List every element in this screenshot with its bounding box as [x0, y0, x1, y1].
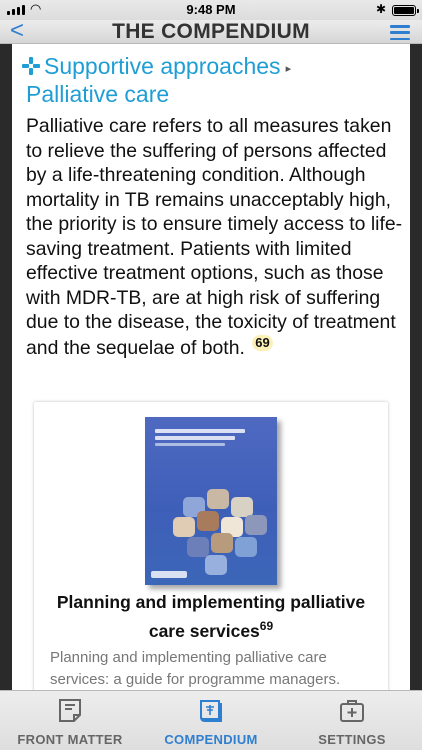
tab-front-matter[interactable] — [0, 691, 140, 750]
battery-icon — [392, 5, 416, 16]
tab-label: FRONT MATTER — [17, 732, 123, 747]
back-button[interactable]: < — [10, 17, 25, 44]
tab-bar — [0, 690, 422, 750]
section-title[interactable]: Supportive approaches — [44, 53, 281, 79]
medkit-icon — [338, 698, 366, 724]
status-bar — [0, 0, 422, 20]
note-icon — [56, 698, 84, 724]
section-breadcrumb[interactable] — [22, 52, 291, 80]
tab-settings[interactable] — [282, 691, 422, 750]
body-text: Palliative care refers to all measures taken to relieve the suffering of persons affected by a life-threatening condition. Although mortality in TB remains unacceptably high, the priority is to ensure timely access to life-saving treatment. Patients with limited effective treatment options, such as those with MDR-TB, are at high risk of suffering due to the disease, the toxicity of treatment and the sequelae of both. — [26, 115, 403, 359]
book-icon — [197, 698, 225, 724]
card-description: Planning and implementing palliative care services: a guide for programme managers. — [50, 649, 341, 688]
tab-label: COMPENDIUM — [164, 732, 258, 747]
card-title-text: Planning and implementing palliative care services — [56, 592, 366, 641]
card-reference[interactable]: 69 — [259, 619, 274, 633]
who-logo-icon — [151, 571, 187, 578]
resource-card[interactable] — [34, 402, 388, 690]
chevron-right-icon: ▸ — [285, 62, 292, 75]
menu-icon[interactable] — [390, 25, 410, 40]
reference-badge[interactable]: 69 — [252, 335, 272, 351]
wifi-icon: ◠ — [30, 1, 42, 16]
tab-compendium[interactable] — [141, 691, 281, 750]
body-paragraph — [26, 114, 406, 360]
nav-bar — [0, 17, 422, 44]
status-time: 9:48 PM — [186, 2, 236, 17]
content-area[interactable] — [12, 44, 410, 690]
app-title: THE COMPENDIUM — [112, 20, 310, 43]
medical-cross-icon — [22, 57, 40, 75]
card-title — [44, 590, 378, 643]
tab-label: SETTINGS — [318, 732, 386, 747]
page-title: Palliative care — [26, 81, 170, 107]
book-cover-image — [145, 417, 277, 585]
bluetooth-icon: ✱ — [375, 2, 386, 16]
